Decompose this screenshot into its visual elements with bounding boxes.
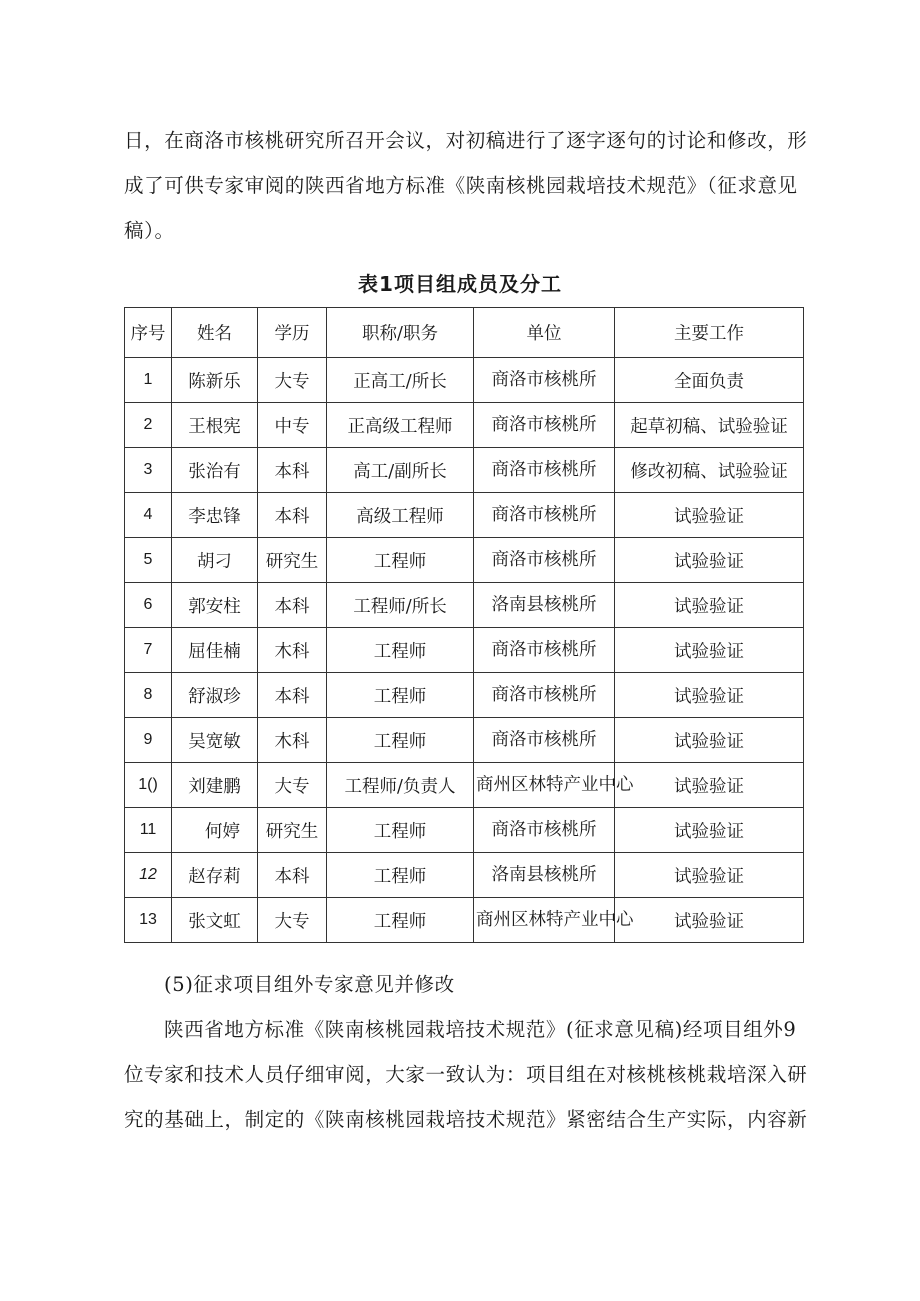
cell-unit: 洛南县核桃所 [474, 583, 615, 628]
header-seq: 序号 [125, 308, 172, 358]
cell-education: 本科 [258, 448, 327, 493]
cell-seq: 1 [125, 358, 172, 403]
cell-name: 舒淑珍 [172, 673, 258, 718]
cell-name: 赵存莉 [172, 853, 258, 898]
header-title: 职称/职务 [327, 308, 474, 358]
cell-title: 工程师 [327, 538, 474, 583]
cell-title: 工程师 [327, 718, 474, 763]
cell-work: 试验验证 [615, 808, 804, 853]
cell-title: 工程师 [327, 898, 474, 943]
cell-seq: 9 [125, 718, 172, 763]
cell-seq: 8 [125, 673, 172, 718]
cell-unit: 商洛市核桃所 [474, 718, 615, 763]
cell-unit: 商州区林特产业中心 [474, 898, 615, 943]
cell-work: 试验验证 [615, 493, 804, 538]
cell-name: 郭安柱 [172, 583, 258, 628]
cell-name: 陈新乐 [172, 358, 258, 403]
cell-work: 起草初稿、试验验证 [615, 403, 804, 448]
cell-title: 工程师 [327, 853, 474, 898]
cell-name: 王根宪 [172, 403, 258, 448]
cell-education: 本科 [258, 583, 327, 628]
cell-work: 全面负责 [615, 358, 804, 403]
cell-education: 研究生 [258, 538, 327, 583]
cell-title: 高工/副所长 [327, 448, 474, 493]
section-heading: (5)征求项目组外专家意见并修改 [164, 973, 455, 996]
cell-work: 试验验证 [615, 628, 804, 673]
cell-seq: 1() [125, 763, 172, 808]
table-row [125, 493, 804, 538]
table-row [125, 628, 804, 673]
cell-name: 张文虹 [172, 898, 258, 943]
cell-seq: 2 [125, 403, 172, 448]
cell-work: 试验验证 [615, 898, 804, 943]
cell-seq: 13 [125, 898, 172, 943]
cell-name: 李忠锋 [172, 493, 258, 538]
cell-education: 本科 [258, 853, 327, 898]
table-row [125, 448, 804, 493]
header-unit: 单位 [474, 308, 615, 358]
cell-education: 本科 [258, 673, 327, 718]
cell-work: 试验验证 [615, 673, 804, 718]
cell-work: 试验验证 [615, 583, 804, 628]
cell-unit: 商洛市核桃所 [474, 403, 615, 448]
cell-name: 吴宽敏 [172, 718, 258, 763]
closing-line: 究的基础上，制定的《陕南核桃园栽培技术规范》紧密结合生产实际，内容新 [124, 1108, 808, 1131]
cell-title: 高级工程师 [327, 493, 474, 538]
cell-unit: 商州区林特产业中心 [474, 763, 615, 808]
cell-name: 刘建鹏 [172, 763, 258, 808]
cell-education: 木科 [258, 628, 327, 673]
cell-seq: 7 [125, 628, 172, 673]
header-work: 主要工作 [615, 308, 804, 358]
cell-title: 工程师/所长 [327, 583, 474, 628]
closing-line: 陕西省地方标准《陕南核桃园栽培技术规范》(征求意见稿)经项目组外9 [164, 1018, 797, 1041]
cell-education: 大专 [258, 898, 327, 943]
cell-education: 大专 [258, 358, 327, 403]
cell-unit: 商洛市核桃所 [474, 448, 615, 493]
cell-name: 张治有 [172, 448, 258, 493]
intro-line: 成了可供专家审阅的陕西省地方标准《陕南核桃园栽培技术规范》（征求意见 [124, 174, 798, 197]
cell-seq: 5 [125, 538, 172, 583]
table-caption: 表1项目组成员及分工 [358, 272, 562, 296]
intro-line: 日，在商洛市核桃研究所召开会议，对初稿进行了逐字逐句的讨论和修改，形 [124, 129, 808, 152]
intro-line: 稿）。 [124, 219, 175, 242]
cell-work: 试验验证 [615, 853, 804, 898]
cell-education: 木科 [258, 718, 327, 763]
table-row [125, 898, 804, 943]
closing-section [124, 962, 808, 1142]
table-header-row [125, 308, 804, 358]
cell-work: 修改初稿、试验验证 [615, 448, 804, 493]
cell-work: 试验验证 [615, 763, 804, 808]
header-name: 姓名 [172, 308, 258, 358]
cell-unit: 商洛市核桃所 [474, 358, 615, 403]
cell-education: 大专 [258, 763, 327, 808]
cell-seq: 3 [125, 448, 172, 493]
project-members-table [124, 307, 804, 943]
cell-name: 屈佳楠 [172, 628, 258, 673]
table-row [125, 853, 804, 898]
cell-seq: 11 [125, 808, 172, 853]
cell-seq: 4 [125, 493, 172, 538]
cell-title: 工程师 [327, 673, 474, 718]
cell-title: 工程师 [327, 808, 474, 853]
cell-education: 本科 [258, 493, 327, 538]
cell-education: 研究生 [258, 808, 327, 853]
cell-work: 试验验证 [615, 718, 804, 763]
cell-unit: 商洛市核桃所 [474, 673, 615, 718]
table-row [125, 358, 804, 403]
table-row [125, 808, 804, 853]
header-education: 学历 [258, 308, 327, 358]
cell-seq: 6 [125, 583, 172, 628]
cell-unit: 商洛市核桃所 [474, 538, 615, 583]
cell-title: 正高级工程师 [327, 403, 474, 448]
intro-paragraph [124, 118, 808, 253]
cell-unit: 商洛市核桃所 [474, 808, 615, 853]
cell-title: 工程师/负责人 [327, 763, 474, 808]
table-row [125, 718, 804, 763]
table-row [125, 538, 804, 583]
cell-name: 何婷 [172, 808, 258, 853]
table-row [125, 763, 804, 808]
cell-seq: 12 [125, 853, 172, 898]
cell-name: 胡刁 [172, 538, 258, 583]
cell-unit: 商洛市核桃所 [474, 493, 615, 538]
cell-unit: 洛南县核桃所 [474, 853, 615, 898]
cell-title: 工程师 [327, 628, 474, 673]
cell-work: 试验验证 [615, 538, 804, 583]
cell-unit: 商洛市核桃所 [474, 628, 615, 673]
closing-line: 位专家和技术人员仔细审阅，大家一致认为：项目组在对核桃核桃栽培深入研 [124, 1063, 808, 1086]
table-row [125, 403, 804, 448]
table-row [125, 583, 804, 628]
cell-title: 正高工/所长 [327, 358, 474, 403]
cell-education: 中专 [258, 403, 327, 448]
table-row [125, 673, 804, 718]
